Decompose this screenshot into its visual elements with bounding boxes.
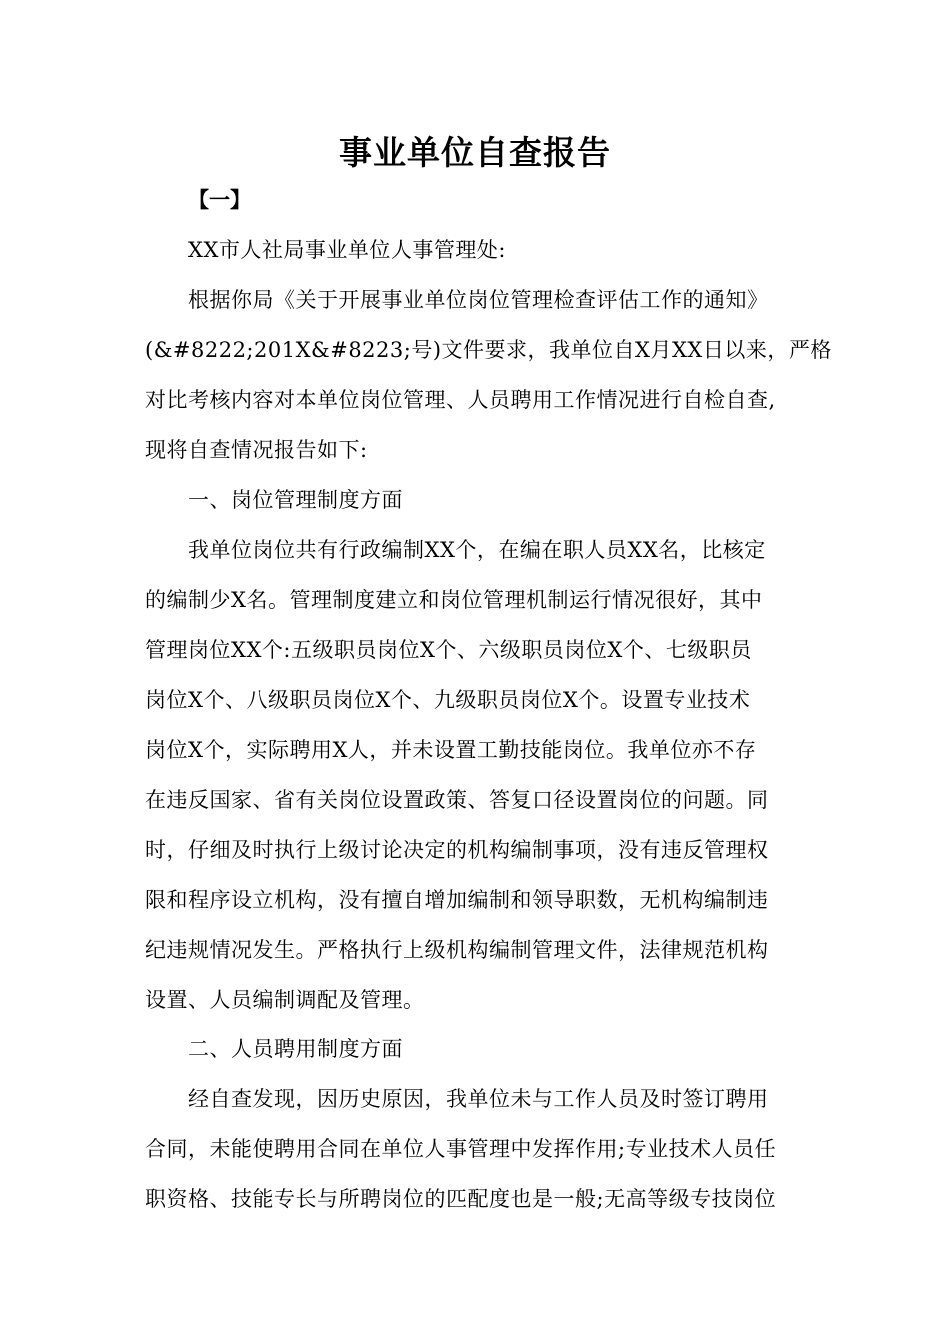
paragraph-line: 管理岗位XX个:五级职员岗位X个、六级职员岗位X个、七级职员 xyxy=(145,638,752,662)
paragraph-line: 限和程序设立机构，没有擅自增加编制和领导职数，无机构编制违 xyxy=(145,888,769,912)
paragraph-line: 我单位岗位共有行政编制XX个，在编在职人员XX名，比核定 xyxy=(188,538,766,562)
paragraph-line: 经自查发现，因历史原因，我单位未与工作人员及时签订聘用 xyxy=(188,1087,769,1111)
paragraph-line: 根据你局《关于开展事业单位岗位管理检查评估工作的通知》 xyxy=(188,288,769,312)
paragraph-line: (&#8222;201X&#8223;号)文件要求，我单位自X月XX日以来，严格 xyxy=(145,338,832,362)
paragraph-line: 设置、人员编制调配及管理。 xyxy=(145,988,425,1012)
section-marker: 【一】 xyxy=(188,187,251,212)
paragraph-line: 现将自查情况报告如下: xyxy=(145,438,368,462)
addressee-line: XX市人社局事业单位人事管理处: xyxy=(188,238,506,262)
paragraph-line: 合同，未能使聘用合同在单位人事管理中发挥作用;专业技术人员任 xyxy=(145,1137,777,1161)
document-title: 事业单位自查报告 xyxy=(339,133,611,172)
paragraph-line: 时，仔细及时执行上级讨论决定的机构编制事项，没有违反管理权 xyxy=(145,838,769,862)
paragraph-line: 职资格、技能专长与所聘岗位的匹配度也是一般;无高等级专技岗位 xyxy=(145,1187,777,1211)
paragraph-line: 纪违规情况发生。严格执行上级机构编制管理文件，法律规范机构 xyxy=(145,938,769,962)
section-heading: 一、岗位管理制度方面 xyxy=(188,488,403,512)
section-heading: 二、人员聘用制度方面 xyxy=(188,1037,403,1061)
paragraph-line: 在违反国家、省有关岗位设置政策、答复口径设置岗位的问题。同 xyxy=(145,788,769,812)
paragraph-line: 岗位X个，实际聘用X人，并未设置工勤技能岗位。我单位亦不存 xyxy=(145,738,757,762)
paragraph-line: 的编制少X名。管理制度建立和岗位管理机制运行情况很好，其中 xyxy=(145,588,763,612)
paragraph-line: 对比考核内容对本单位岗位管理、人员聘用工作情况进行自检自查, xyxy=(145,388,776,412)
paragraph-line: 岗位X个、八级职员岗位X个、九级职员岗位X个。设置专业技术 xyxy=(145,688,751,712)
